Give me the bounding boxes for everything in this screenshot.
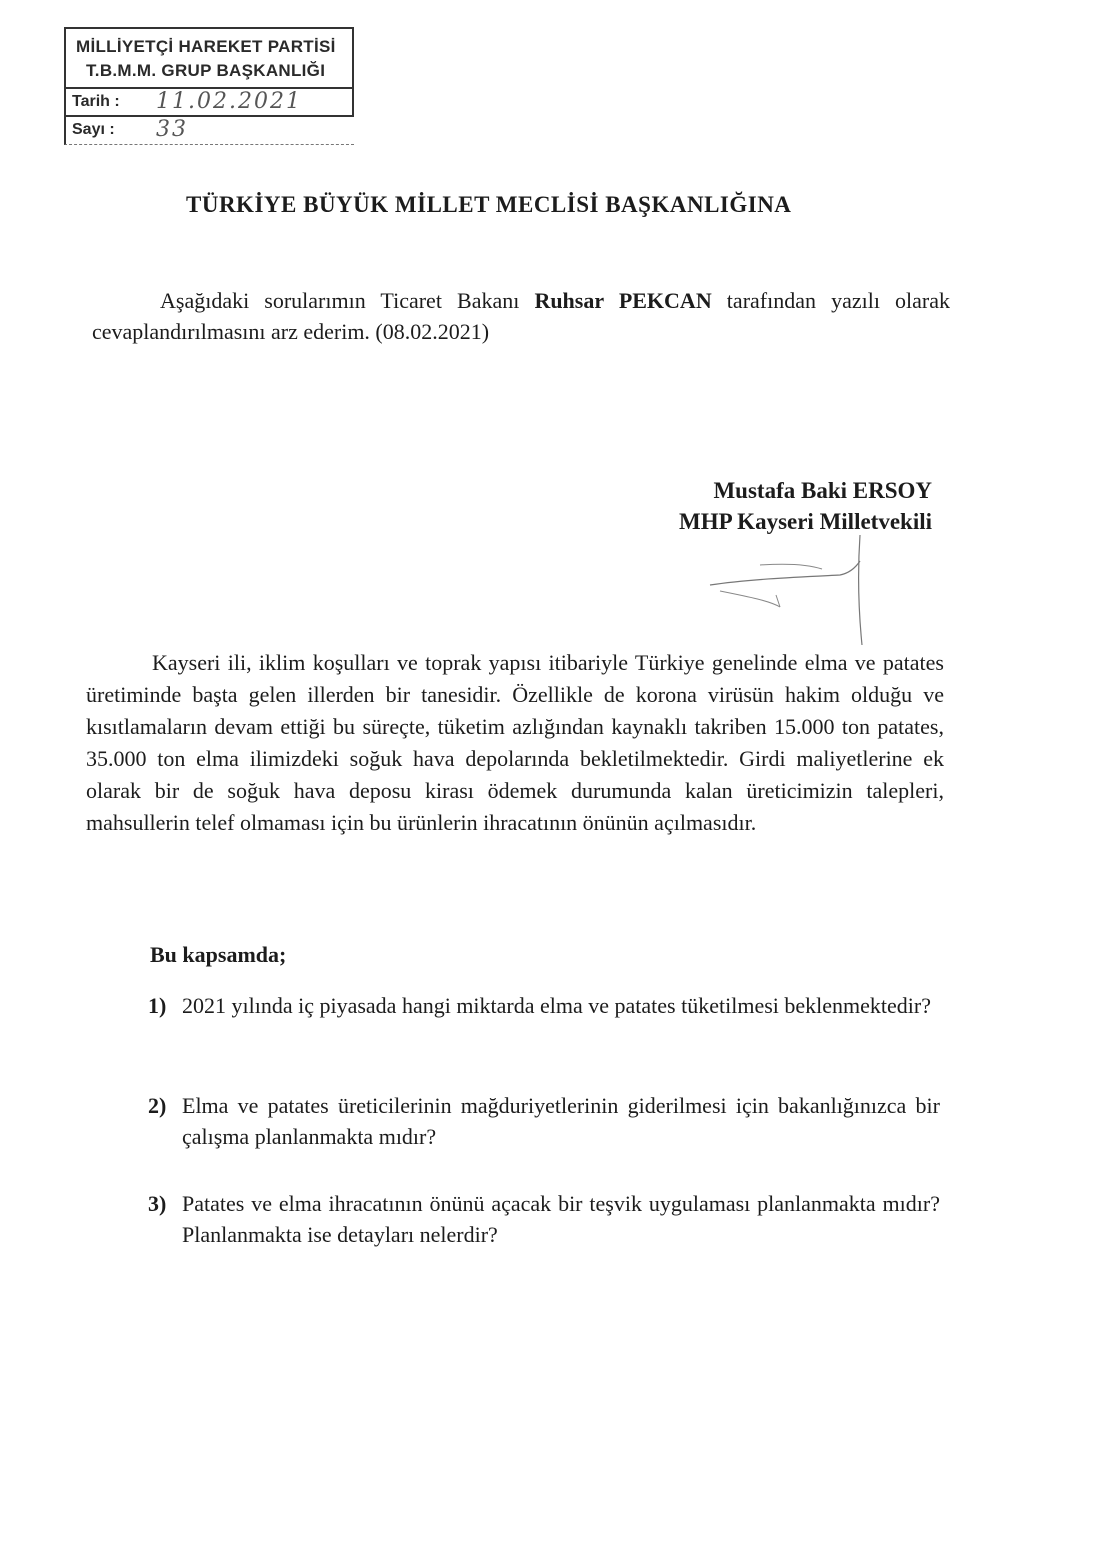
question-text: 2021 yılında iç piyasada hangi miktarda elma ve patates tüketilmesi beklenmektedir? bbox=[182, 993, 931, 1018]
intro-text-after: tarafından yazılı olarak cevaplandırılmasını arz ederim. (08.02.2021) bbox=[92, 288, 950, 344]
signer-name: Mustafa Baki ERSOY bbox=[713, 478, 932, 503]
document-title: TÜRKİYE BÜYÜK MİLLET MECLİSİ BAŞKANLIĞINA bbox=[186, 192, 792, 217]
question-text: Patates ve elma ihracatının önünü açacak bir teşvik uygulaması planlanmakta mıdır? Planlanmakta ise detayları nelerdir? bbox=[182, 1191, 940, 1247]
signer-block bbox=[620, 475, 932, 537]
question-number: 2) bbox=[148, 1093, 167, 1118]
intro-paragraph bbox=[92, 285, 950, 347]
question-item bbox=[148, 990, 940, 1021]
stamp-number-row bbox=[64, 117, 354, 145]
stamp-group-name: T.B.M.M. GRUP BAŞKANLIĞI bbox=[86, 61, 326, 80]
question-item bbox=[148, 1090, 940, 1152]
body-paragraph: Kayseri ili, iklim koşulları ve toprak yapısı itibariyle Türkiye genelinde elma ve patates üretiminde başta gelen illerden bir tanesidir. Özellikle de korona virüsün hakim olduğu ve kısıtlamaların devam ettiği bu süreçte, tüketim azlığından kaynaklı takriben 15.000 ton patates, 35.000 ton elma ilimizdeki soğuk hava depolarında bekletilmektedir. Girdi maliyetlerine ek olarak bir de soğuk hava deposu kirası ödemek durumunda kalan üreticimizin talepleri, mahsullerin telef olmaması için bu ürünlerin ihracatının önünün açılmasıdır. bbox=[86, 650, 944, 835]
stamp-date-label: Tarih : bbox=[72, 93, 120, 110]
stamp-party-name: MİLLİYETÇİ HAREKET PARTİSİ bbox=[76, 37, 336, 56]
questions-heading: Bu kapsamda; bbox=[150, 942, 287, 967]
stamp-number-label: Sayı : bbox=[72, 121, 115, 138]
party-stamp bbox=[64, 27, 356, 147]
stamp-number-handwritten: 33 bbox=[156, 117, 188, 142]
minister-name: Ruhsar PEKCAN bbox=[534, 288, 712, 313]
stamp-header-box bbox=[64, 27, 354, 89]
intro-text-before: Aşağıdaki sorularımın Ticaret Bakanı bbox=[160, 288, 535, 313]
question-item bbox=[148, 1188, 940, 1250]
stamp-date-handwritten: 11.02.2021 bbox=[156, 89, 302, 114]
question-number: 1) bbox=[148, 993, 167, 1018]
question-number: 3) bbox=[148, 1191, 167, 1216]
handwritten-signature bbox=[700, 535, 880, 655]
question-text: Elma ve patates üreticilerinin mağduriyetlerinin giderilmesi için bakanlığınızca bir çalışma planlanmakta mıdır? bbox=[182, 1093, 940, 1149]
stamp-date-row bbox=[64, 89, 354, 117]
signer-role: MHP Kayseri Milletvekili bbox=[679, 509, 932, 534]
